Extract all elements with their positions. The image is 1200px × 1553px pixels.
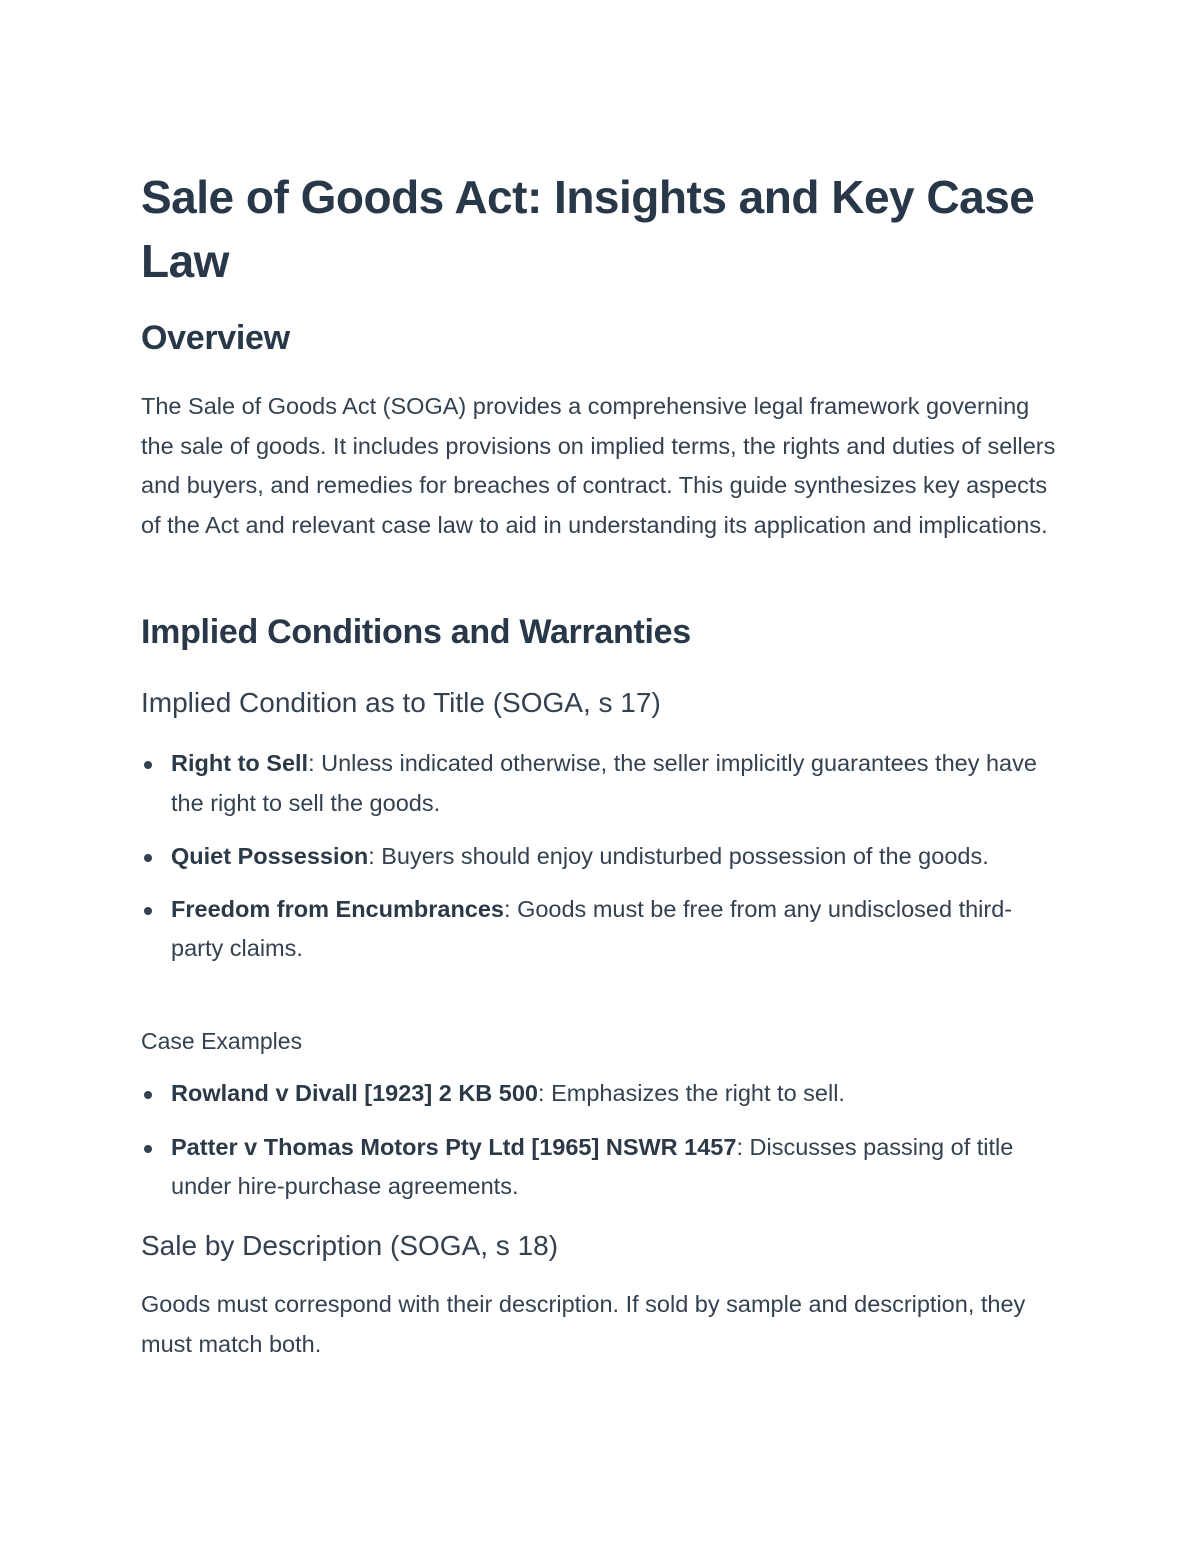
list-item-text: : Unless indicated otherwise, the seller implicitly guarantees they have the right to sell the goods. xyxy=(171,750,1037,816)
sale-by-description-heading: Sale by Description (SOGA, s 18) xyxy=(141,1230,559,1261)
bullet-icon xyxy=(144,1145,152,1153)
case-description: : Emphasizes the right to sell. xyxy=(538,1080,845,1106)
case-citation: Patter v Thomas Motors Pty Ltd [1965] NSWR 1457 xyxy=(171,1133,737,1160)
title-condition-heading: Implied Condition as to Title (SOGA, s 17) xyxy=(141,687,661,718)
list-item xyxy=(141,1074,1061,1114)
case-examples-heading: Case Examples xyxy=(141,1028,303,1054)
bullet-icon xyxy=(144,854,152,862)
case-examples-list xyxy=(141,1074,1061,1207)
bullet-icon xyxy=(144,761,152,769)
list-item xyxy=(141,837,1061,877)
list-item xyxy=(141,744,1061,823)
overview-paragraph: The Sale of Goods Act (SOGA) provides a comprehensive legal framework governing the sale of goods. It includes provisions on implied terms, the rights and duties of sellers and buyers, and remedies for breaches of contract. This guide synthesizes key aspects of the Act and relevant case law to aid in understanding its application and implications. xyxy=(141,393,1056,538)
list-item-term: Freedom from Encumbrances xyxy=(171,895,505,922)
bullet-icon xyxy=(144,1091,152,1099)
list-item xyxy=(141,1128,1061,1207)
overview-heading: Overview xyxy=(141,319,290,357)
list-item xyxy=(141,890,1061,969)
sale-by-description-paragraph: Goods must correspond with their description. If sold by sample and description, they must match both. xyxy=(141,1291,1026,1357)
implied-conditions-heading: Implied Conditions and Warranties xyxy=(141,613,691,651)
case-description: : Discusses passing of title under hire-purchase agreements. xyxy=(171,1133,1014,1199)
title-condition-list xyxy=(141,744,1061,969)
list-item-term: Right to Sell xyxy=(171,750,309,776)
list-item-term: Quiet Possession xyxy=(171,843,369,869)
list-item-text: : Goods must be free from any undisclosed third-party claims. xyxy=(171,895,1013,961)
case-citation: Rowland v Divall [1923] 2 KB 500 xyxy=(171,1080,539,1106)
document-title: Sale of Goods Act: Insights and Key Case Law xyxy=(141,171,1035,287)
bullet-icon xyxy=(144,907,152,915)
list-item-text: : Buyers should enjoy undisturbed possession of the goods. xyxy=(368,843,989,869)
